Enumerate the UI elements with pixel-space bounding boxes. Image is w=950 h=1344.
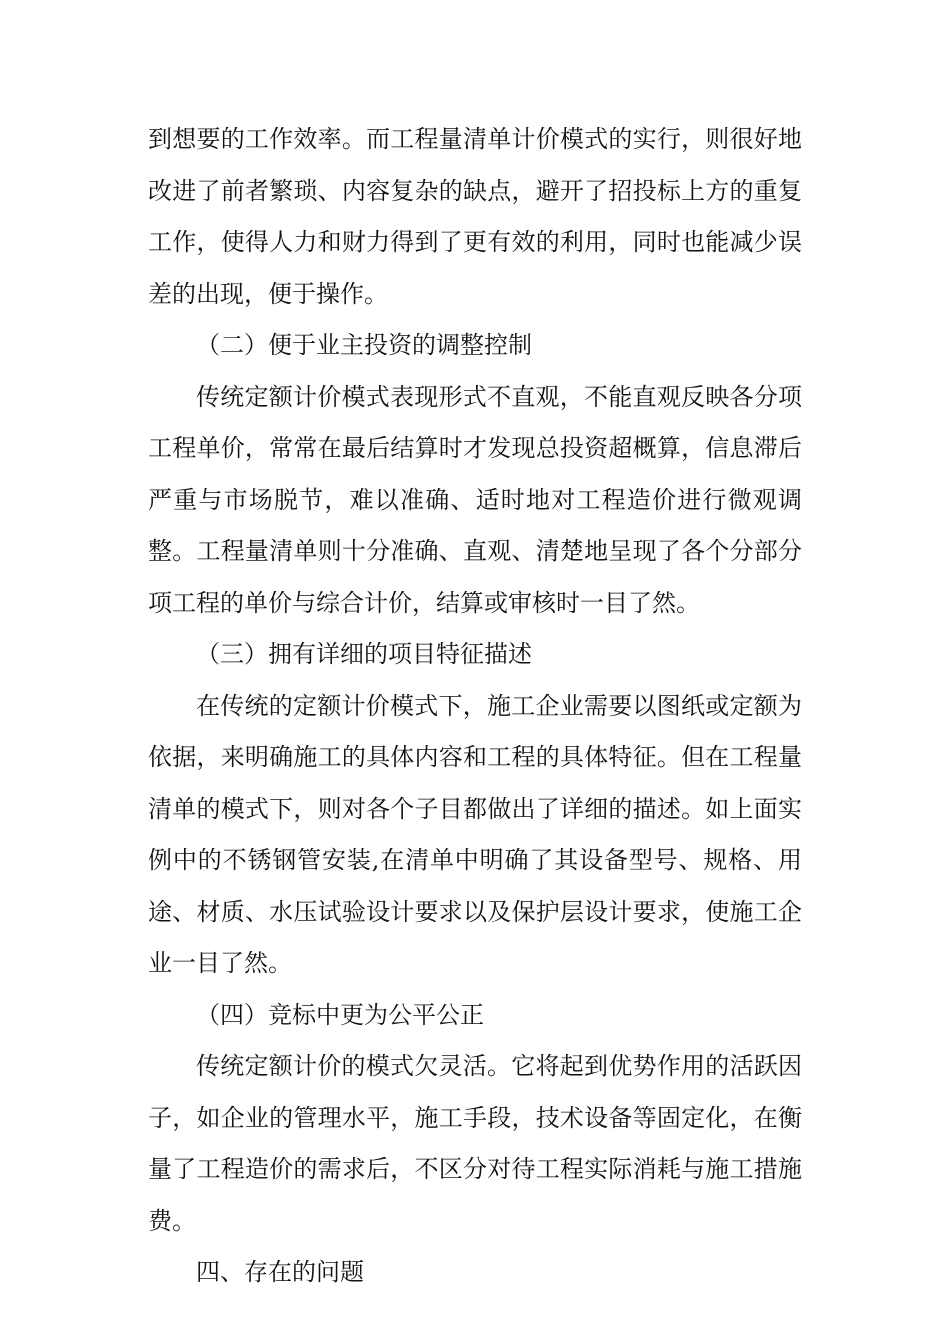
document-body bbox=[148, 114, 802, 1299]
paragraph: 传统定额计价模式表现形式不直观，不能直观反映各分项工程单价，常常在最后结算时才发现总投资超概算，信息滞后严重与市场脱节，难以准确、适时地对工程造价进行微观调整。工程量清单则十分准确、直观、清楚地呈现了各个分部分项工程的单价与综合计价，结算或审核时一目了然。 bbox=[148, 382, 802, 617]
paragraph-continued: 到想要的工作效率。而工程量清单计价模式的实行，则很好地改进了前者繁琐、内容复杂的缺点，避开了招投标上方的重复工作，使得人力和财力得到了更有效的利用，同时也能减少误差的出现，便于操作。 bbox=[148, 125, 802, 308]
chapter-heading: 四、存在的问题 bbox=[196, 1258, 364, 1286]
paragraph: 在传统的定额计价模式下，施工企业需要以图纸或定额为依据，来明确施工的具体内容和工程的具体特征。但在工程量清单的模式下，则对各个子目都做出了详细的描述。如上面实例中的不锈钢管安装,在清单中明确了其设备型号、规格、用途、材质、水压试验设计要求以及保护层设计要求，使施工企业一目了然。 bbox=[148, 691, 802, 977]
section-heading-3: （三）拥有详细的项目特征描述 bbox=[196, 640, 532, 668]
section-heading-2: （二）便于业主投资的调整控制 bbox=[196, 331, 532, 359]
section-heading-4: （四）竞标中更为公平公正 bbox=[196, 1000, 484, 1029]
paragraph: 传统定额计价的模式欠灵活。它将起到优势作用的活跃因子，如企业的管理水平，施工手段，技术设备等固定化，在衡量了工程造价的需求后，不区分对待工程实际消耗与施工措施费。 bbox=[148, 1052, 802, 1235]
